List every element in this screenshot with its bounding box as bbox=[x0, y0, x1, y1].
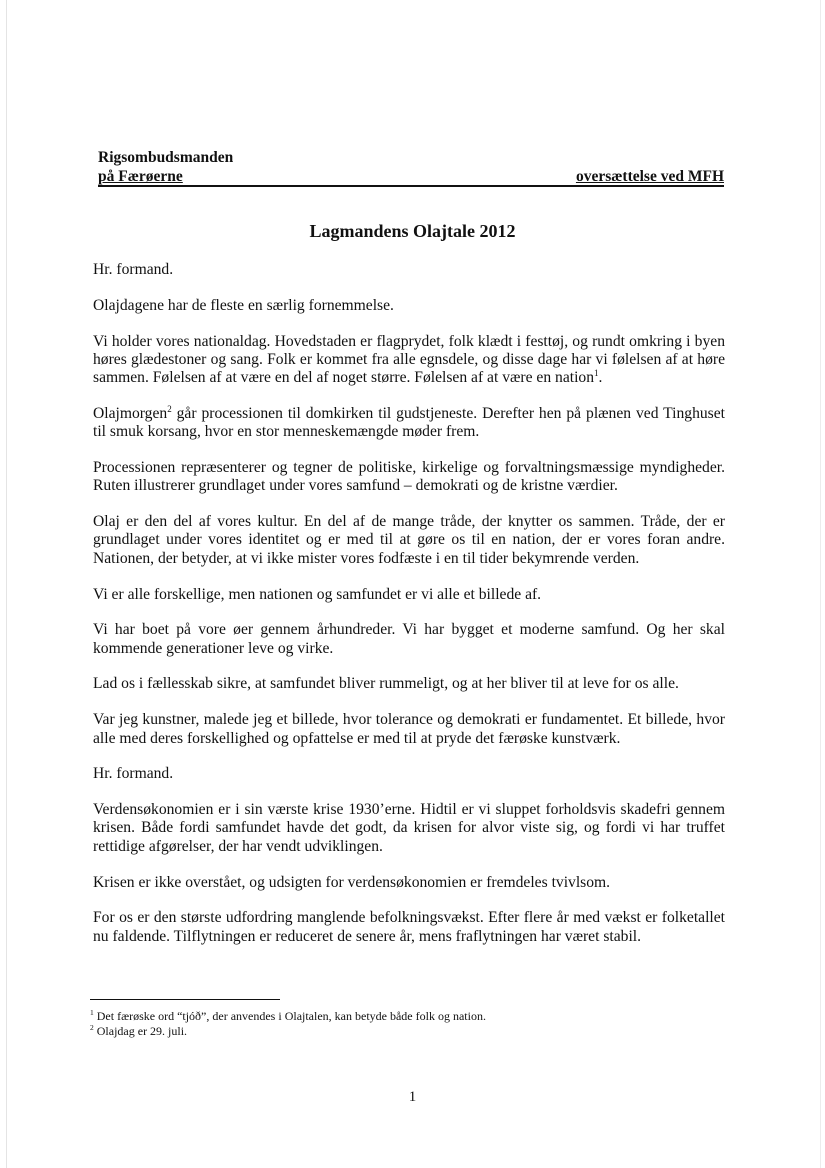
footnote-mark: 2 bbox=[90, 1022, 94, 1032]
paragraph: Lad os i fællesskab sikre, at samfundet bliver rummeligt, og at her bliver til at leve for os alle. bbox=[93, 675, 679, 693]
paragraph-text-start: Olajmorgen bbox=[93, 404, 168, 422]
paragraph-text: går processionen til domkirken til gudstjeneste. Derefter hen på plænen ved Tinghuset til smuk korsang, hvor en stor menneskemængde møder frem. bbox=[93, 404, 725, 441]
paragraph: Processionen repræsenterer og tegner de politiske, kirkelige og forvaltningsmæssige myndigheder. Ruten illustrerer grundlaget under vores samfund – demokrati og de kristne værdier. bbox=[93, 459, 725, 495]
scan-edge-right bbox=[820, 0, 821, 1168]
paragraph: Olaj er den del af vores kultur. En del af de mange tråde, der knytter os sammen. Tråde, der er grundlaget under vores identitet og er med til at gøre os til en nation, der er vores foran andre. Nationen, der betyder, at vi ikke mister vores fodfæste i en til tider bekymrende verden. bbox=[93, 513, 725, 567]
paragraph bbox=[93, 333, 725, 388]
footnote-text: Det færøske ord “tjóð”, der anvendes i Olajtalen, kan betyde både folk og nation. bbox=[93, 1009, 486, 1023]
paragraph: Hr. formand. bbox=[93, 765, 174, 783]
footnote-reference-2: 2 bbox=[167, 403, 172, 414]
footnote-2 bbox=[90, 1024, 690, 1039]
speech-body bbox=[93, 261, 725, 963]
page-number: 1 bbox=[408, 1089, 417, 1105]
paragraph: Verdensøkonomien er i sin værste krise 1930’erne. Hidtil er vi sluppet forholdsvis skadefri gennem krisen. Både fordi samfundet havde det godt, da krisen for alvor viste sig, og fordi vi har truffet rettidige afgørelser, der har vendt udviklingen. bbox=[93, 801, 725, 855]
paragraph: Vi er alle forskellige, men nationen og samfundet er vi alle et billede af. bbox=[93, 585, 542, 603]
paragraph: Var jeg kunstner, malede jeg et billede, hvor tolerance og demokrati er fundamentet. Et billede, hvor alle med deres forskellighed og opfattelse er med til at pryde det færøske kunstværk. bbox=[93, 711, 725, 747]
letterhead bbox=[98, 149, 724, 189]
footnote-separator bbox=[90, 999, 280, 1000]
document-title: Lagmandens Olajtale 2012 bbox=[309, 221, 516, 241]
organization-name: Rigsombudsmanden bbox=[98, 149, 234, 166]
footnotes bbox=[90, 1009, 690, 1038]
paragraph bbox=[93, 405, 725, 442]
paragraph: Hr. formand. bbox=[93, 261, 174, 278]
footnote-mark: 1 bbox=[90, 1008, 94, 1017]
paragraph: Vi har boet på vore øer gennem århundreder. Vi har bygget et moderne samfund. Og her skal kommende generationer leve og virke. bbox=[93, 621, 725, 657]
footnote-reference-1: 1 bbox=[594, 368, 599, 378]
scan-edge-left bbox=[6, 0, 7, 1168]
footnote-1 bbox=[90, 1009, 690, 1024]
paragraph-text-end: . bbox=[598, 369, 603, 387]
footnote-text: Olajdag er 29. juli. bbox=[93, 1023, 188, 1038]
paragraph: Olajdagene har de fleste en særlig fornemmelse. bbox=[93, 296, 394, 314]
paragraph-text: Vi holder vores nationaldag. Hovedstaden er flagprydet, folk klædt i festtøj, og rundt omkring i byen høres glædestoner og sang. Folk er kommet fra alle egnsdele, og disse dage har vi følelsen af at høre sammen. Følelsen af at være en del af noget større. Følelsen af at være en nation bbox=[93, 332, 725, 387]
paragraph: Krisen er ikke overstået, og udsigten for verdensøkonomien er fremdeles tvivlsom. bbox=[93, 873, 611, 891]
header-rule bbox=[98, 185, 724, 187]
translation-note: oversættelse ved MFH bbox=[575, 168, 724, 185]
organization-location: på Færøerne bbox=[98, 168, 183, 185]
paragraph: For os er den største udfordring manglende befolkningsvækst. Efter flere år med vækst er folketallet nu faldende. Tilflytningen er reduceret de senere år, mens fraflytningen har været stabil. bbox=[93, 909, 725, 945]
